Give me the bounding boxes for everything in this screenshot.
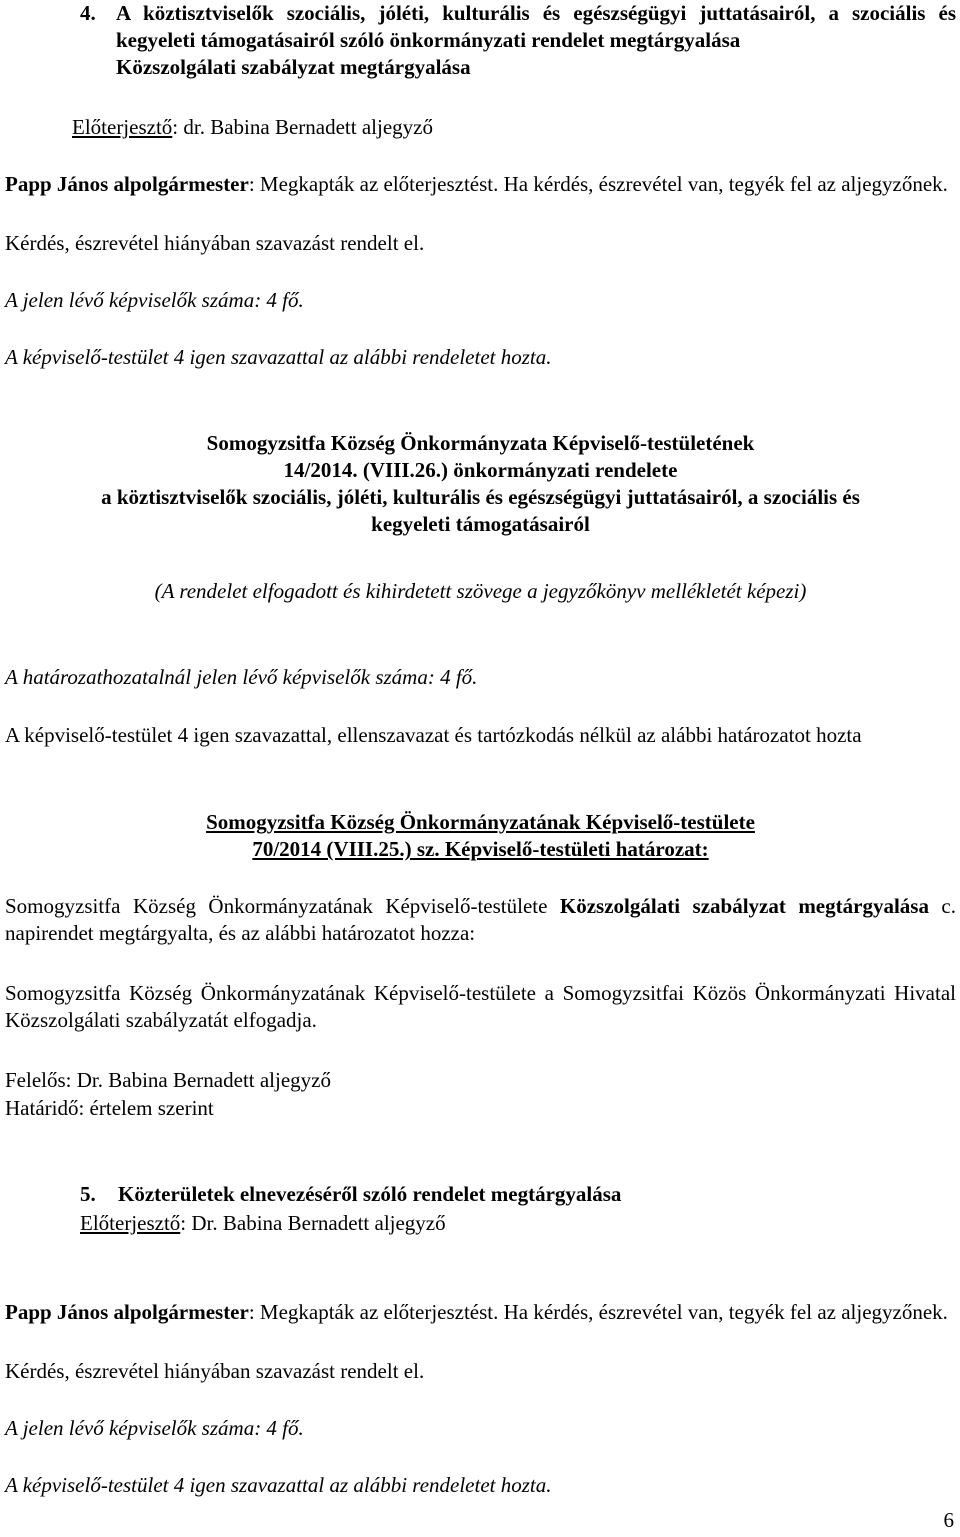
resolution-issuer: Somogyzsitfa Község Önkormányzatának Képviselő-testülete: [206, 810, 755, 834]
speaker-text: : Megkapták az előterjesztést. Ha kérdés, észrevétel van, tegyék fel az aljegyzőnek.: [248, 1300, 948, 1324]
debate-paragraph: [5, 1299, 956, 1326]
presenter-label: Előterjesztő: [80, 1211, 181, 1235]
resolution-paragraph-2: Somogyzsitfa Község Önkormányzatának Képviselő-testülete a Somogyzsitfai Közös Önkormányzati Hivatal Közszolgálati szabályzatát elfogadja.: [5, 981, 956, 1032]
agenda-item-4: [80, 0, 956, 81]
decree-note: (A rendelet elfogadott és kihirdetett szövege a jegyzőkönyv mellékletét képezi): [154, 579, 807, 603]
agenda-item-number: 4.: [80, 1, 96, 25]
vote-result-text: A képviselő-testület 4 igen szavazattal az alábbi rendeletet hozta.: [5, 1473, 552, 1497]
vote-result-text: A képviselő-testület 4 igen szavazattal az alábbi rendeletet hozta.: [5, 345, 552, 369]
agenda-item-title: Közterületek elnevezéséről szóló rendelet megtárgyalása: [118, 1182, 622, 1206]
agenda-item-5: [80, 1181, 956, 1208]
speaker-text: : Megkapták az előterjesztést. Ha kérdés, észrevétel van, tegyék fel az aljegyzőnek.: [248, 172, 948, 196]
speaker-name: Papp János alpolgármester: [5, 1300, 249, 1324]
resolution-p1-topic: Közszolgálati szabályzat megtárgyalása: [559, 894, 929, 918]
resolution-paragraph-1: [5, 893, 956, 947]
resolution-responsible: Felelős: Dr. Babina Bernadett aljegyző: [5, 1068, 331, 1092]
presenter-name: : dr. Babina Bernadett aljegyző: [172, 115, 433, 139]
speaker-name: Papp János alpolgármester: [5, 172, 249, 196]
resolution-deadline: Határidő: értelem szerint: [5, 1096, 214, 1120]
resolution-p1-end: c. napirendet megtárgyalta, és az alábbi határozatot hozza:: [5, 894, 956, 945]
debate-paragraph: [5, 171, 956, 198]
decree-subject-cont: kegyeleti támogatásairól: [371, 512, 590, 536]
decree-number: 14/2014. (VIII.26.) önkormányzati rendelete: [283, 458, 678, 482]
resolution-vote-text: A képviselő-testület 4 igen szavazattal, ellenszavazat és tartózkodás nélkül az alábbi határozatot hozta: [5, 723, 862, 747]
vote-called-text: Kérdés, észrevétel hiányában szavazást rendelt el.: [5, 1359, 425, 1383]
page-number: 6: [943, 1508, 954, 1532]
decree-heading: [5, 430, 956, 538]
agenda-item-number: 5.: [80, 1182, 96, 1206]
resolution-present-count: A határozathozatalnál jelen lévő képviselők száma: 4 fő.: [5, 665, 478, 689]
presenter-name: : Dr. Babina Bernadett aljegyző: [180, 1211, 446, 1235]
agenda-item-subtitle: Közszolgálati szabályzat megtárgyalása: [116, 55, 471, 79]
present-count-text: A jelen lévő képviselők száma: 4 fő.: [5, 288, 304, 312]
resolution-heading: [5, 809, 956, 863]
decree-subject: a köztisztviselők szociális, jóléti, kulturális és egészségügyi juttatásairól, a szociális és: [101, 485, 860, 509]
decree-issuer: Somogyzsitfa Község Önkormányzata Képviselő-testületének: [206, 431, 755, 455]
presenter-label: Előterjesztő: [72, 115, 173, 139]
agenda-item-title: A köztisztviselők szociális, jóléti, kulturális és egészségügyi juttatásairól, a szociális és kegyeleti támogatásairól szóló önkormányzati rendelet megtárgyalása: [116, 1, 956, 52]
vote-called-text: Kérdés, észrevétel hiányában szavazást rendelt el.: [5, 231, 425, 255]
presenter-line: [80, 1210, 956, 1237]
resolution-p1-start: Somogyzsitfa Község Önkormányzatának Képviselő-testülete: [5, 894, 560, 918]
present-count-text: A jelen lévő képviselők száma: 4 fő.: [5, 1416, 304, 1440]
resolution-number: 70/2014 (VIII.25.) sz. Képviselő-testületi határozat:: [252, 837, 709, 861]
presenter-line: [72, 114, 948, 141]
